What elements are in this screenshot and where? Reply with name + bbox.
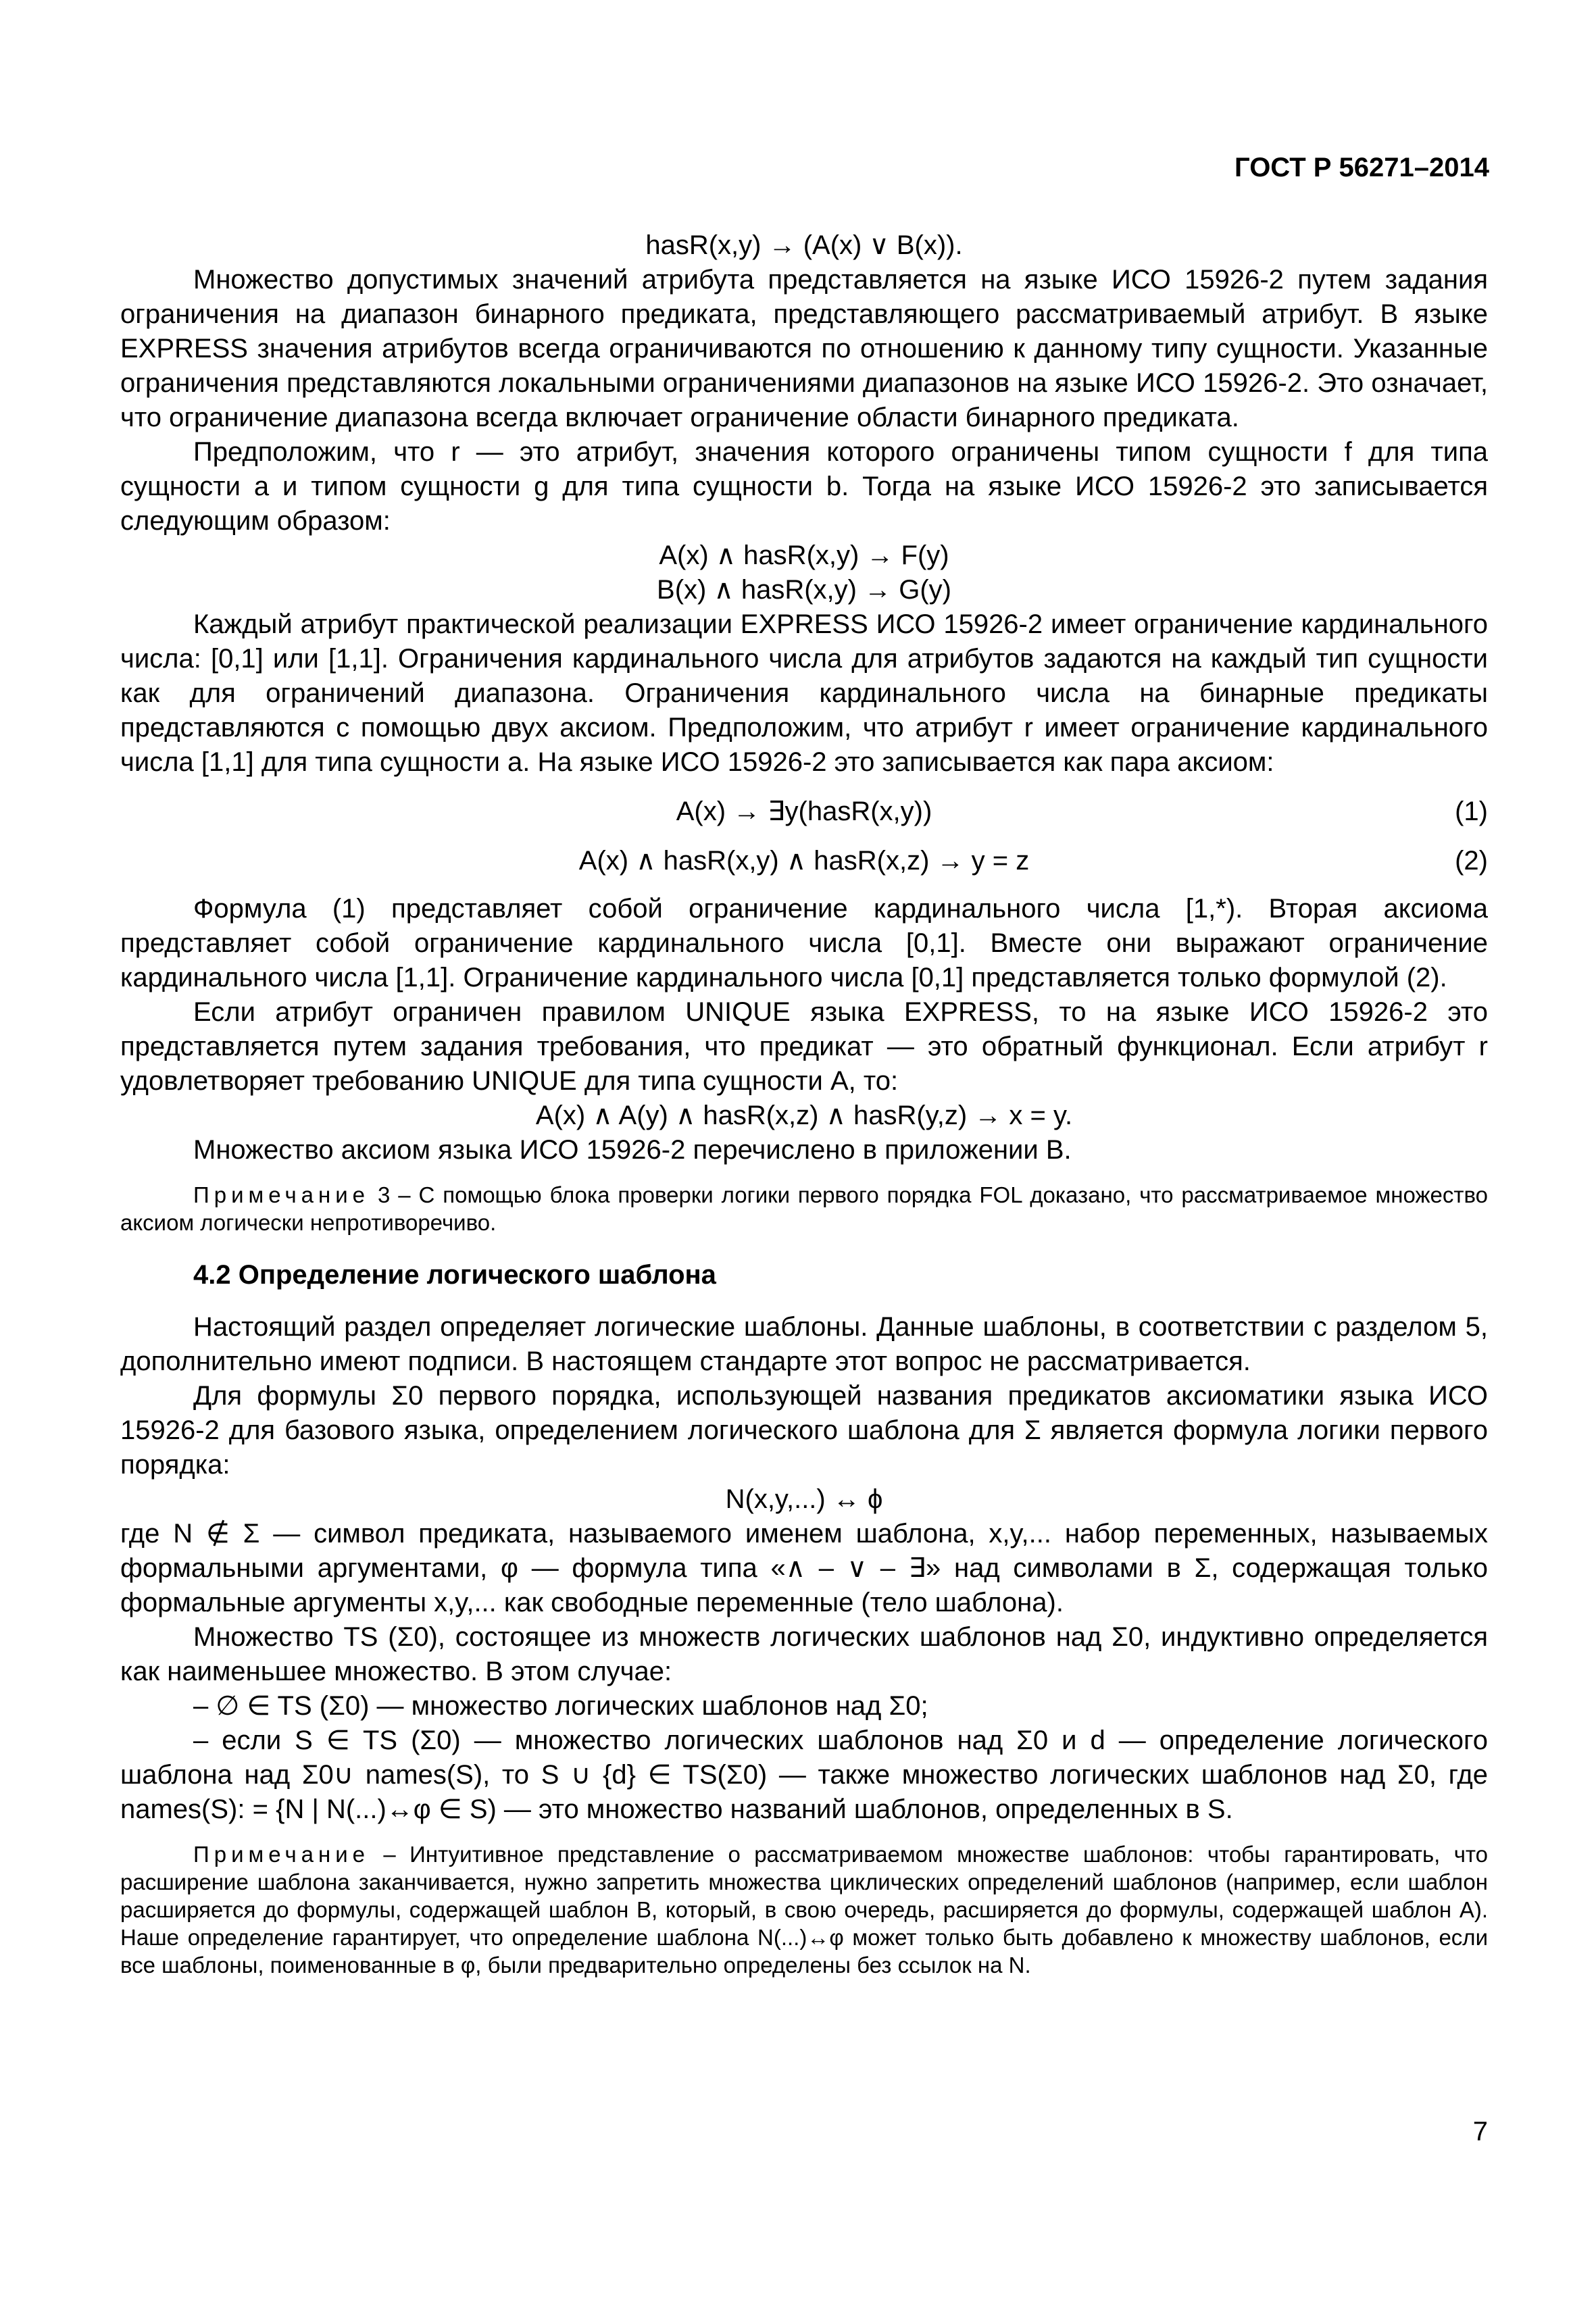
paragraph: Предположим, что r — это атрибут, значения которого ограничены типом сущности f для типа сущности a и типом сущности g для типа сущности b. Тогда на языке ИСО 15926-2 это записывается следующим образом:	[120, 437, 1488, 536]
paragraph: Множество аксиом языка ИСО 15926-2 перечислено в приложении В.	[193, 1135, 1072, 1165]
note-4	[120, 1840, 1488, 1979]
equation-1-body: A(x) → ∃y(hasR(x,y))	[676, 797, 932, 826]
equation-2	[120, 844, 1488, 878]
formula-unique: A(x) ∧ A(y) ∧ hasR(x,z) ∧ hasR(y,z) → x = y.	[535, 1101, 1073, 1130]
paragraph: Множество TS (Σ0), состоящее из множеств логических шаблонов над Σ0, индуктивно определяется как наименьшее множество. В этом случае:	[120, 1622, 1488, 1686]
equation-1-number: (1)	[1455, 797, 1488, 826]
standard-header: ГОСТ Р 56271–2014	[1235, 153, 1489, 182]
paragraph: Если атрибут ограничен правилом UNIQUE языка EXPRESS, то на языке ИСО 15926-2 это представляется путем задания требования, что предикат — это обратный функционал. Если атрибут r удовлетворяет требованию UNIQUE для типа сущности A, то:	[120, 997, 1488, 1096]
equation-1	[120, 795, 1488, 829]
section-heading: 4.2 Определение логического шаблона	[193, 1260, 716, 1290]
formula-range-b: B(x) ∧ hasR(x,y) → G(y)	[657, 575, 951, 605]
equation-2-body: A(x) ∧ hasR(x,y) ∧ hasR(x,z) → y = z	[578, 846, 1030, 876]
formula-range-a: A(x) ∧ hasR(x,y) → F(y)	[659, 540, 949, 570]
note-3	[120, 1181, 1488, 1236]
page-body	[120, 228, 1488, 1979]
list-item: – если S ∈ TS (Σ0) — множество логических шаблонов над Σ0 и d — определение логического шаблона над Σ0∪ names(S), то S ∪ {d} ∈ TS(Σ0) — также множество логических шаблонов над Σ0, где names(S): = {N | N(...)↔φ ∈ S) — это множество названий шаблонов, определенных в S.	[120, 1726, 1488, 1824]
formula-template: N(x,y,...) ↔ ϕ	[725, 1484, 883, 1514]
paragraph: Каждый атрибут практической реализации EXPRESS ИСО 15926-2 имеет ограничение кардинального числа: [0,1] или [1,1]. Ограничения кардинального числа для атрибутов задаются на каждый тип сущности как для ограничений диапазона. Ограничения кардинального числа на бинарные предикаты представляются с помощью двух аксиом. Предположим, что атрибут r имеет ограничение кардинального числа [1,1] для типа сущности a. На языке ИСО 15926-2 это записывается как пара аксиом:	[120, 609, 1488, 777]
formula-has-r: hasR(x,y) → (A(x) ∨ B(x)).	[645, 230, 963, 260]
equation-2-number: (2)	[1455, 846, 1488, 876]
note-text: 3 – С помощью блока проверки логики первого порядка FOL доказано, что рассматриваемое множество аксиом логически непротиворечиво.	[120, 1182, 1488, 1235]
note-label: Примечание	[193, 1182, 370, 1207]
paragraph: Множество допустимых значений атрибута представляется на языке ИСО 15926-2 путем задания ограничения на диапазон бинарного предиката, представляющего рассматриваемый атрибут. В языке EXPRESS значения атрибутов всегда ограничиваются по отношению к данному типу сущности. Указанные ограничения представляются локальными ограничениями диапазонов на языке ИСО 15926-2. Это означает, что ограничение диапазона всегда включает ограничение области бинарного предиката.	[120, 265, 1488, 432]
paragraph: Настоящий раздел определяет логические шаблоны. Данные шаблоны, в соответствии с разделом 5, дополнительно имеют подписи. В настоящем стандарте этот вопрос не рассматривается.	[120, 1312, 1488, 1376]
paragraph: где N ∉ Σ — символ предиката, называемого именем шаблона, x,y,... набор переменных, называемых формальными аргументами, φ — формула типа «∧ – ∨ – ∃» над символами в Σ, содержащая только формальные аргументы x,y,... как свободные переменные (тело шаблона).	[120, 1519, 1488, 1617]
note-text: – Интуитивное представление о рассматриваемом множестве шаблонов: чтобы гарантировать, что расширение шаблона заканчивается, нужно запретить множества циклических определений шаблонов (например, если шаблон расширяется до формулы, содержащей шаблон B, который, в свою очередь, расширяется до формулы, содержащей шаблон A). Наше определение гарантирует, что определение шаблона N(...)↔φ может только быть добавлено к множеству шаблонов, если все шаблоны, поименованные в φ, были предварительно определены без ссылок на N.	[120, 1842, 1488, 1978]
paragraph: Для формулы Σ0 первого порядка, использующей названия предикатов аксиоматики языка ИСО 15926-2 для базового языка, определением логического шаблона для Σ является формула логики первого порядка:	[120, 1381, 1488, 1480]
page-number: 7	[1472, 2117, 1488, 2146]
note-label: Примечание	[193, 1842, 370, 1867]
paragraph: Формула (1) представляет собой ограничение кардинального числа [1,*). Вторая аксиома представляет собой ограничение кардинального числа [0,1]. Вместе они выражают ограничение кардинального числа [1,1]. Ограничение кардинального числа [0,1] представляется только формулой (2).	[120, 894, 1488, 992]
list-item: – ∅ ∈ TS (Σ0) — множество логических шаблонов над Σ0;	[193, 1691, 928, 1721]
